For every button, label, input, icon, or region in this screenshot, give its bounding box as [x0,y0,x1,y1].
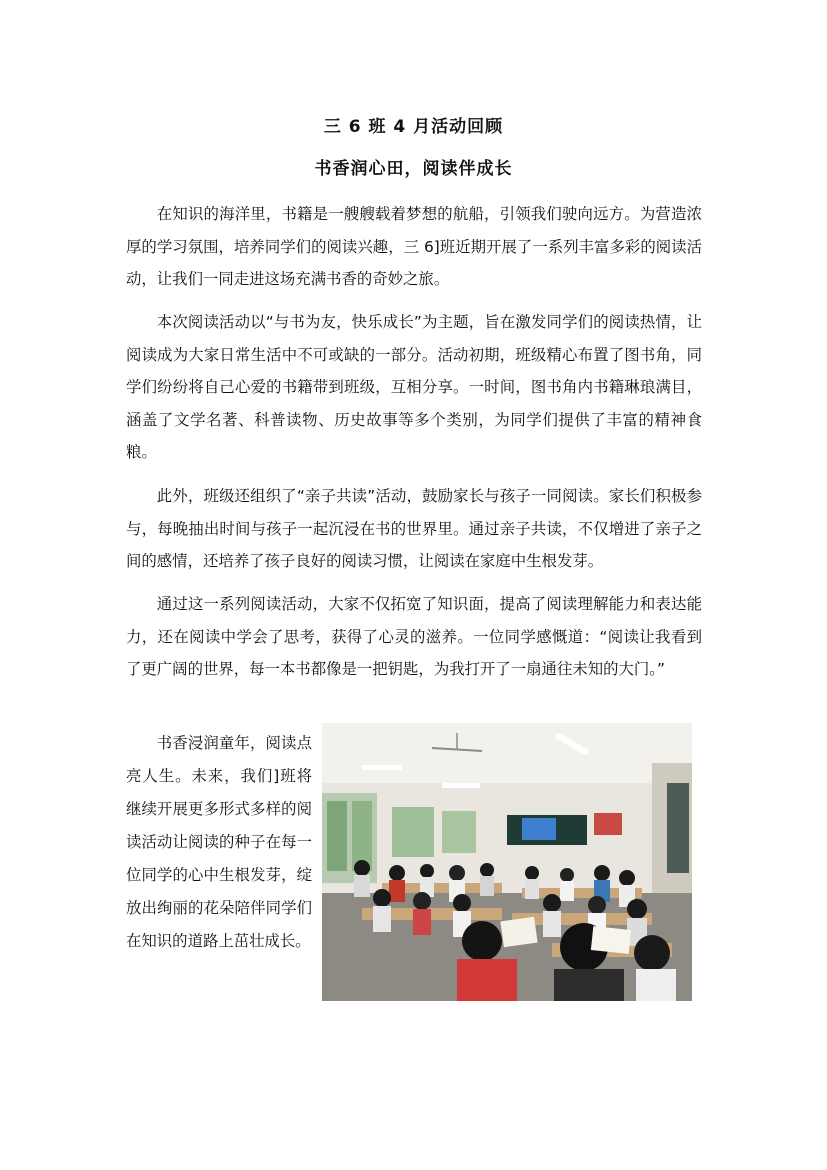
classroom-photo [322,723,692,1001]
paragraph-family-reading: 此外，班级还组织了“亲子共读”活动，鼓励家长与孩子一同阅读。家长们积极参与，每晚抽出时间与孩子一起沉浸在书的世界里。通过亲子共读，不仅增进了亲子之间的感情，还培养了孩子良好的阅读习惯，让阅读在家庭中生根发芽。 [126,487,702,570]
page-subtitle: 书香润心田，阅读伴成长 [314,159,513,179]
photo-screen [522,818,556,840]
paragraph-theme: 本次阅读活动以“与书为友，快乐成长”为主题，旨在激发同学们的阅读热情，让阅读成为大家日常生活中不可或缺的一部分。活动初期，班级精心布置了图书角，同学们纷纷将自己心爱的书籍带到班级，互相分享。一时间，图书角内书籍琳琅满目，涵盖了文学名著、科普读物、历史故事等多个类别，为同学们提供了丰富的精神食粮。 [126,313,702,461]
paragraph-results: 通过这一系列阅读活动，大家不仅拓宽了知识面，提高了阅读理解能力和表达能力，还在阅读中学会了思考，获得了心灵的滋养。一位同学感慨道：“阅读让我看到了更广阔的世界，每一本书都像是一把钥匙，为我打开了一扇通往未知的大门。” [126,595,702,678]
page-title: 三 6 班 4 月活动回顾 [323,117,504,137]
paragraph-closing: 书香浸润童年，阅读点亮人生。未来，我们]班将继续开展更多形式多样的阅读活动让阅读的种子在每一位同学的心中生根发芽，绽放出绚丽的花朵陪伴同学们在知识的道路上茁壮成长。 [126,734,312,950]
paragraph-intro: 在知识的海洋里，书籍是一艘艘载着梦想的航船，引领我们驶向远方。为营造浓厚的学习氛围，培养同学们的阅读兴趣，三 6]班近期开展了一系列丰富多彩的阅读活动，让我们一同走进这场充满书香的奇妙之旅。 [126,205,702,288]
